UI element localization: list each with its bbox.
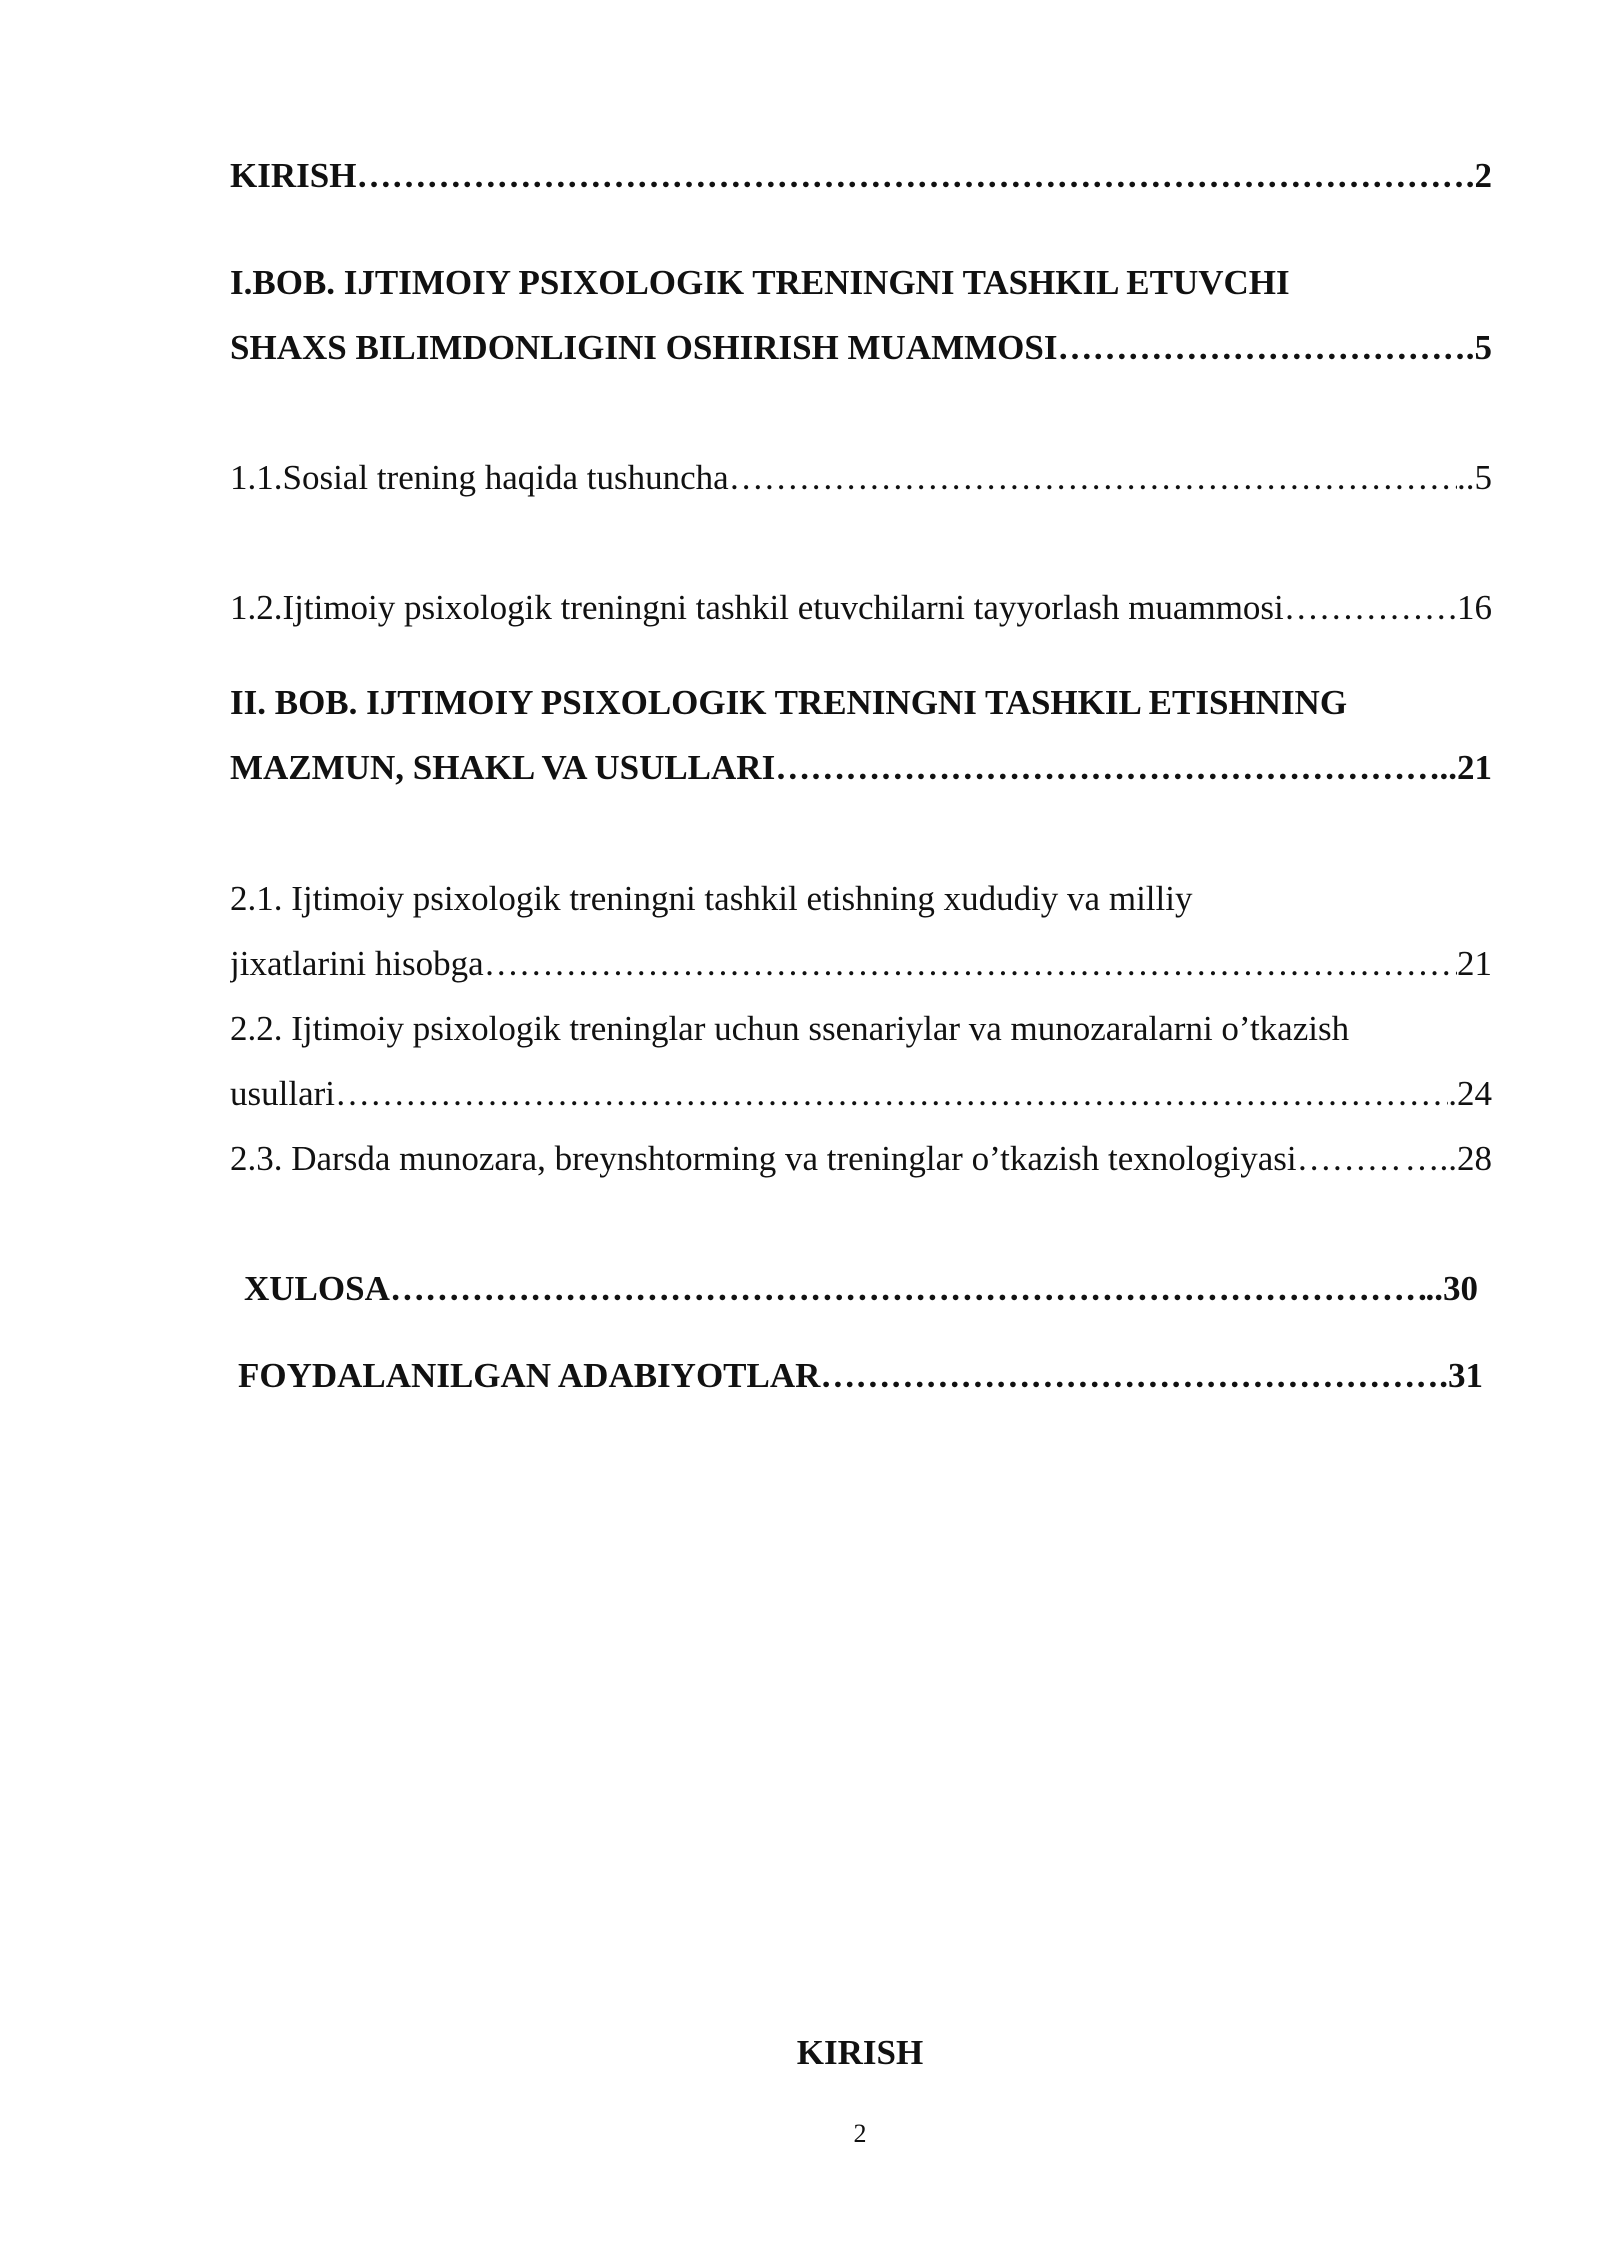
- toc-page-number: .2: [1465, 156, 1492, 195]
- toc-page-number: ..30: [1425, 1269, 1478, 1308]
- toc-entry-xulosa[interactable]: [244, 1266, 1478, 1312]
- toc-entry-bob1-line1[interactable]: I.BOB. IJTIMOIY PSIXOLOGIK TRENINGNI TASHKIL ETUVCHI: [230, 263, 1290, 302]
- toc-leader-dots: [1284, 585, 1448, 631]
- toc-page-number: ..21: [1439, 748, 1492, 787]
- toc-entry-title: SHAXS BILIMDONLIGINI OSHIRISH MUAMMOSI: [230, 328, 1058, 367]
- toc-entry-title: KIRISH: [230, 156, 357, 195]
- toc-entry-kirish[interactable]: [230, 153, 1492, 199]
- toc-entry-title: MAZMUN, SHAKL VA USULLARI: [230, 748, 776, 787]
- toc-entry-2-2-line1[interactable]: 2.2. Ijtimoiy psixologik treninglar uchun ssenariylar va munozaralarni o’tkazish: [230, 1009, 1350, 1048]
- toc-entry-2-1-line1[interactable]: 2.1. Ijtimoiy psixologik treningni tashkil etishning xududiy va milliy: [230, 879, 1193, 918]
- toc-leader-dots: [1058, 325, 1466, 371]
- toc-entry-title: 1.1.Sosial trening haqida tushuncha: [230, 458, 729, 497]
- toc-entry-1-1[interactable]: [230, 455, 1492, 501]
- toc-entry-title: jixatlarini hisobga: [230, 944, 484, 983]
- toc-entry-title: 2.3. Darsda munozara, breynshtorming va treninglar o’tkazish texnologiyasi: [230, 1139, 1297, 1178]
- toc-leader-dots: [390, 1266, 1426, 1312]
- toc-page-number: …..28: [1404, 1139, 1492, 1178]
- toc-page-number: ..5: [1457, 458, 1492, 497]
- toc-entry-title: XULOSA: [244, 1269, 390, 1308]
- toc-leader-dots: [729, 455, 1457, 501]
- toc-leader-dots: [335, 1071, 1448, 1117]
- toc-leader-dots: [1297, 1136, 1405, 1182]
- toc-page-number: .31: [1439, 1356, 1483, 1395]
- toc-leader-dots: [775, 745, 1439, 791]
- toc-entry-adabiyotlar[interactable]: [238, 1353, 1483, 1399]
- toc-page-number: .5: [1465, 328, 1492, 367]
- toc-entry-bob1-line2[interactable]: [230, 325, 1492, 371]
- toc-entry-title: FOYDALANILGAN ADABIYOTLAR: [238, 1356, 821, 1395]
- toc-page-number: .24: [1448, 1074, 1492, 1113]
- toc-leader-dots: [484, 941, 1457, 987]
- toc-leader-dots: [356, 153, 1465, 199]
- toc-entry-bob2-line2[interactable]: [230, 745, 1492, 791]
- toc-page-number: 21: [1457, 944, 1492, 983]
- toc-entry-title: 1.2.Ijtimoiy psixologik treningni tashkil etuvchilarni tayyorlash muammosi: [230, 588, 1284, 627]
- page-number: 2: [853, 2119, 867, 2148]
- toc-page-number: .16: [1448, 588, 1492, 627]
- section-heading: KIRISH: [796, 2033, 924, 2072]
- toc-entry-2-3[interactable]: [230, 1136, 1492, 1182]
- toc-entry-1-2[interactable]: [230, 585, 1492, 631]
- toc-entry-2-1-line2[interactable]: [230, 941, 1492, 987]
- toc-leader-dots: [820, 1353, 1439, 1399]
- toc-entry-bob2-line1[interactable]: II. BOB. IJTIMOIY PSIXOLOGIK TRENINGNI TASHKIL ETISHNING: [230, 683, 1348, 722]
- toc-entry-2-2-line2[interactable]: [230, 1071, 1492, 1117]
- toc-entry-title: usullari: [230, 1074, 335, 1113]
